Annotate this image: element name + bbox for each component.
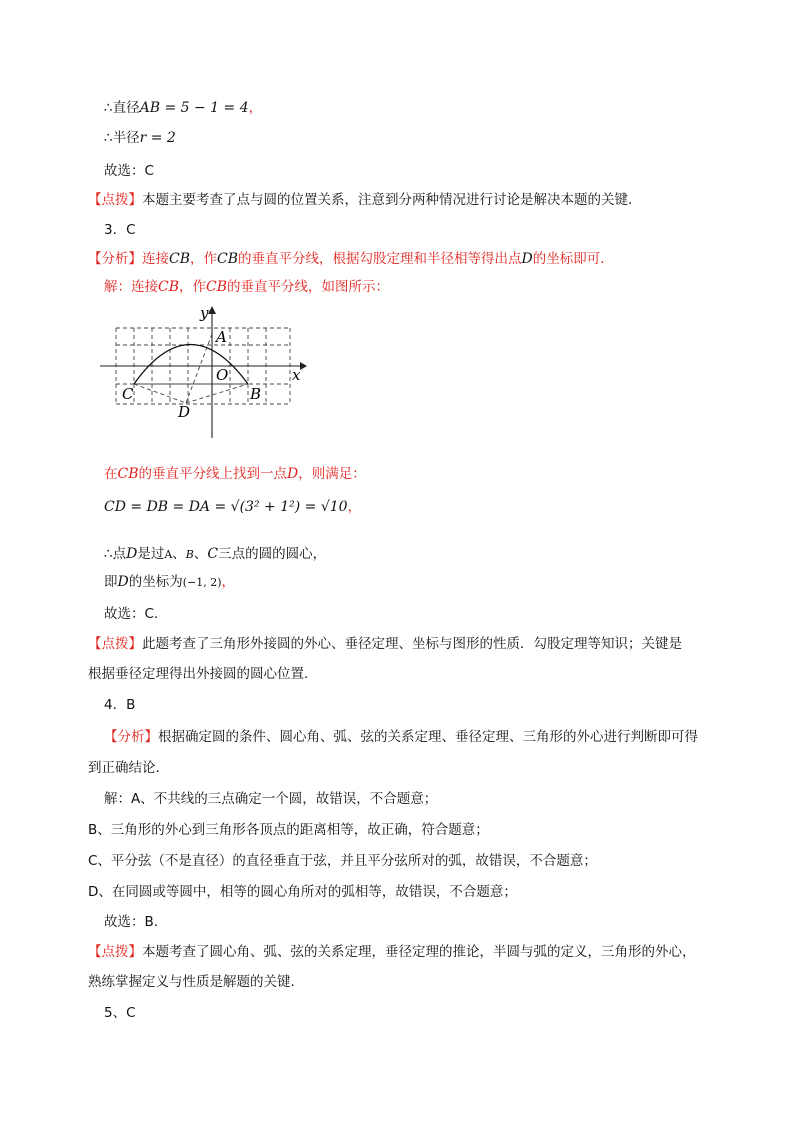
text: 连接 [142, 251, 169, 267]
solution-option-a: 解：A、不共线的三点确定一个圆，故错误，不合题意； [104, 791, 438, 807]
coordinate-result [104, 572, 235, 593]
analysis-body: 根据确定圆的条件、圆心角、弧、弦的关系定理、垂径定理、三角形的外心进行判断即可得 [158, 729, 698, 745]
label-a: A [216, 328, 227, 346]
diameter-tail: ， [248, 100, 263, 116]
math-b: B [185, 548, 194, 561]
center-conclusion [104, 544, 326, 565]
solution-option-b: B、三角形的外心到三角形各顶点的距离相等，故正确，符合题意； [88, 822, 489, 838]
text: ，则满足： [298, 466, 366, 482]
label-x: x [292, 366, 301, 384]
question-5-answer: 5、C [104, 1005, 136, 1021]
diameter-expression: AB = 5 − 1 = 4 [139, 100, 249, 116]
math-cb: CB [158, 279, 179, 295]
tip-paragraph-4 [88, 942, 696, 962]
math-cb: CB [217, 251, 238, 267]
math-a: A [164, 548, 173, 561]
text: 的垂直平分线，如图所示： [227, 279, 389, 295]
line-radius [104, 128, 176, 148]
radius-label: 半径 [112, 130, 140, 146]
distance-expression: CD = DB = DA = √(3² + 1²) = √10 [104, 499, 348, 515]
therefore-symbol: ∴ [104, 130, 113, 146]
y-axis-arrow [208, 306, 216, 314]
math-cb: CB [169, 251, 190, 267]
arc-abc [134, 345, 248, 385]
text: ∴点 [104, 546, 127, 562]
coordinate-figure [96, 300, 316, 449]
question-4-answer: 4．B [104, 697, 136, 713]
tip-paragraph-2 [88, 190, 632, 210]
text: ， [347, 499, 362, 515]
tip-tag: 【点拨】 [88, 944, 142, 960]
text: ，作 [179, 279, 206, 295]
solution-option-c: C、平分弦（不是直径）的直径垂直于弦，并且平分弦所对的弧，故错误，不合题意； [88, 853, 597, 869]
tip-body: 本题主要考查了点与圆的位置关系，注意到分两种情况进行讨论是解决本题的关键. [142, 192, 633, 208]
text: 是过 [137, 546, 165, 562]
math-cb: CB [117, 466, 139, 482]
text: 即 [104, 574, 118, 590]
math-d: D [126, 546, 138, 562]
therefore-symbol: ∴ [104, 100, 113, 116]
label-c: C [122, 385, 134, 403]
tip-tag: 【点拨】 [88, 192, 142, 208]
text: 在 [104, 466, 118, 482]
analysis-tag: 【分析】 [88, 251, 142, 267]
answer-c-1: 故选：C [104, 163, 154, 179]
analysis-paragraph-4 [104, 727, 698, 747]
text: 的垂直平分线，根据勾股定理和半径相等得出点 [238, 251, 522, 267]
label-b: B [250, 385, 262, 403]
math-d: D [521, 251, 533, 267]
question-3-answer: 3．C [104, 222, 136, 238]
math-coordinate: (−1, 2) [182, 576, 222, 589]
answer-b-4: 故选：B. [104, 914, 159, 930]
analysis-tag: 【分析】 [104, 729, 158, 745]
math-c: C [207, 546, 219, 562]
figure-svg [96, 300, 316, 445]
analysis-paragraph-3 [88, 249, 605, 269]
solution-line-find-d [104, 464, 366, 484]
math-d: D [117, 574, 129, 590]
tip-body: 此题考查了三角形外接圆的外心、垂径定理、坐标与图形的性质．勾股定理等知识；关键是 [142, 636, 682, 652]
label-y: y [200, 304, 209, 322]
x-axis-arrow [300, 362, 307, 370]
math-cb: CB [206, 279, 227, 295]
tip-paragraph-4-cont: 熟练掌握定义与性质是解题的关键. [88, 974, 295, 990]
text: 的坐标为 [128, 574, 183, 590]
solution-option-d: D、在同圆或等圆中，相等的圆心角所对的弧相等，故错误，不合题意； [88, 884, 517, 900]
tip-paragraph-3 [88, 634, 682, 654]
text: ，作 [190, 251, 217, 267]
text: ， [221, 574, 236, 590]
text: 的坐标即可. [532, 251, 605, 267]
text: 三点的圆的圆心， [218, 546, 327, 562]
math-d: D [287, 466, 299, 482]
radius-expression: r = 2 [139, 130, 176, 146]
label-o: O [216, 366, 229, 384]
label-d: D [178, 403, 191, 421]
diameter-label: 直径 [112, 100, 140, 116]
solution-line-3 [104, 277, 389, 297]
text: 的垂直平分线上找到一点 [138, 466, 287, 482]
line-diameter [104, 98, 262, 118]
tip-body: 本题考查了圆心角、弧、弦的关系定理，垂径定理的推论，半圆与弧的定义，三角形的外心， [142, 944, 696, 960]
analysis-paragraph-4-cont: 到正确结论. [88, 760, 160, 776]
text: 解：连接 [104, 279, 158, 295]
tip-tag: 【点拨】 [88, 636, 142, 652]
distance-equation [104, 497, 361, 517]
tip-paragraph-3-cont: 根据垂径定理得出外接圆的圆心位置. [88, 666, 309, 682]
separator: 、 [172, 546, 186, 562]
separator: 、 [193, 546, 208, 562]
answer-c-3: 故选：C. [104, 606, 159, 622]
